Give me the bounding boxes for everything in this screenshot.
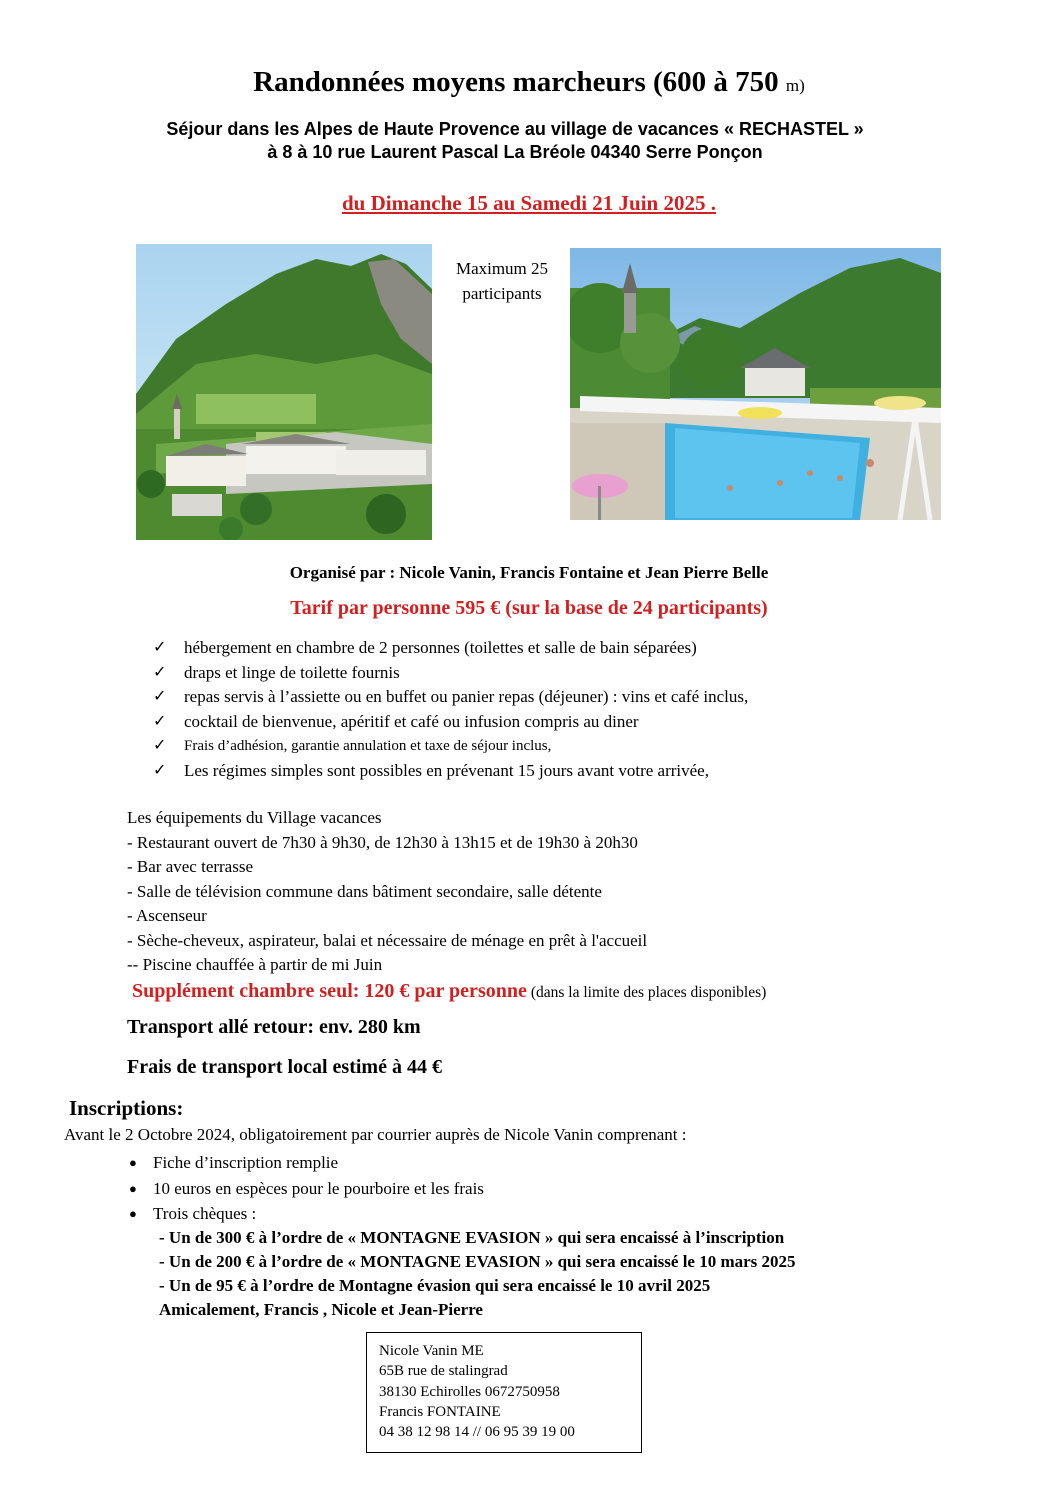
check-icon: ✓: [153, 761, 167, 779]
check-icon: ✓: [153, 737, 167, 754]
supplement-label: Supplément chambre seul: 120 € par personne: [132, 980, 527, 1002]
list-item: ● Trois chèques :: [127, 1201, 1007, 1227]
equipment-item: - Salle de télévision commune dans bâtiment secondaire, salle détente: [127, 881, 602, 901]
subtitle-line-1: Séjour dans les Alpes de Haute Provence au village de vacances « RECHASTEL »: [166, 119, 864, 139]
supplement-note: (dans la limite des places disponibles): [530, 984, 767, 1001]
closing-line: Amicalement, Francis , Nicole et Jean-Pierre: [159, 1300, 483, 1319]
equipment-item: -- Piscine chauffée à partir de mi Juin: [127, 955, 383, 974]
cheque-line: - Un de 95 € à l’ordre de Montagne évasion qui sera encaissé le 10 avril 2025: [159, 1276, 711, 1295]
included-item: ✓ hébergement en chambre de 2 personnes (toilettes et salle de bain séparées): [153, 636, 1013, 661]
max-participants-line-1: Maximum 25: [455, 259, 549, 278]
bullet-icon: ●: [129, 1206, 137, 1221]
max-participants-line-2: participants: [462, 284, 542, 303]
equipment-item: - Sèche-cheveux, aspirateur, balai et nécessaire de ménage en prêt à l'accueil: [127, 930, 648, 950]
village-photo: [136, 244, 432, 540]
equipment-item: - Restaurant ouvert de 7h30 à 9h30, de 12h30 à 13h15 et de 19h30 à 20h30: [127, 832, 638, 852]
bullet-icon: ●: [129, 1155, 137, 1170]
pool-photo: [570, 248, 941, 520]
included-services-list: [153, 636, 1013, 783]
cheque-line: - Un de 200 € à l’ordre de « MONTAGNE EVASION » qui sera encaissé le 10 mars 2025: [159, 1252, 796, 1271]
inscriptions-intro: Avant le 2 Octobre 2024, obligatoirement par courrier auprès de Nicole Vanin comprenant :: [64, 1125, 687, 1144]
check-icon: ✓: [153, 712, 167, 730]
included-item: ✓ cocktail de bienvenue, apéritif et café ou infusion compris au diner: [153, 710, 1013, 735]
organizers: Organisé par : Nicole Vanin, Francis Fontaine et Jean Pierre Belle: [289, 563, 769, 582]
cheques-section: [159, 1226, 1039, 1322]
max-participants-note: [436, 256, 568, 306]
address-line: 04 38 12 98 14 // 06 95 39 19 00: [379, 1424, 575, 1441]
included-item: ✓ draps et linge de toilette fournis: [153, 661, 1013, 686]
contact-address-box: [366, 1332, 642, 1453]
address-line: 65B rue de stalingrad: [379, 1363, 508, 1380]
list-item: ● Fiche d’inscription remplie: [127, 1150, 1007, 1176]
address-line: Nicole Vanin ME: [379, 1343, 484, 1359]
bullet-icon: ●: [129, 1180, 137, 1196]
list-item: ● 10 euros en espèces pour le pourboire et les frais: [127, 1176, 1007, 1202]
included-item: ✓ Les régimes simples sont possibles en prévenant 15 jours avant votre arrivée,: [153, 759, 1013, 784]
address-line: Francis FONTAINE: [379, 1403, 501, 1420]
included-item: ✓ Frais d’adhésion, garantie annulation et taxe de séjour inclus,: [153, 734, 1013, 759]
included-item: ✓ repas servis à l’assiette ou en buffet ou panier repas (déjeuner) : vins et café inclus,: [153, 685, 1013, 710]
equipment-item: - Bar avec terrasse: [127, 857, 254, 876]
local-transport-cost: Frais de transport local estimé à 44 €: [127, 1056, 442, 1078]
title-unit: m): [785, 76, 805, 95]
price-per-person: Tarif par personne 595 € (sur la base de 24 participants): [290, 597, 768, 619]
check-icon: ✓: [153, 639, 167, 656]
equipment-heading: Les équipements du Village vacances: [127, 808, 382, 827]
check-icon: ✓: [153, 688, 167, 705]
title-main: Randonnées moyens marcheurs (600 à 750: [253, 66, 779, 98]
equipment-item: - Ascenseur: [127, 906, 207, 925]
trip-dates: du Dimanche 15 au Samedi 21 Juin 2025 .: [342, 191, 716, 215]
check-icon: ✓: [153, 663, 167, 681]
subtitle: [0, 118, 1030, 164]
transport-distance: Transport allé retour: env. 280 km: [127, 1016, 421, 1038]
inscriptions-heading: Inscriptions:: [69, 1096, 184, 1120]
equipment-section: [127, 806, 1027, 978]
cheque-line: - Un de 300 € à l’ordre de « MONTAGNE EVASION » qui sera encaissé à l’inscription: [159, 1228, 785, 1247]
subtitle-line-2: à 8 à 10 rue Laurent Pascal La Bréole 04340 Serre Ponçon: [267, 142, 763, 162]
inscriptions-list: [127, 1150, 1007, 1227]
page-title: [0, 66, 1058, 99]
single-room-supplement: [132, 980, 1032, 1003]
address-line: 38130 Echirolles 0672750958: [379, 1383, 560, 1400]
